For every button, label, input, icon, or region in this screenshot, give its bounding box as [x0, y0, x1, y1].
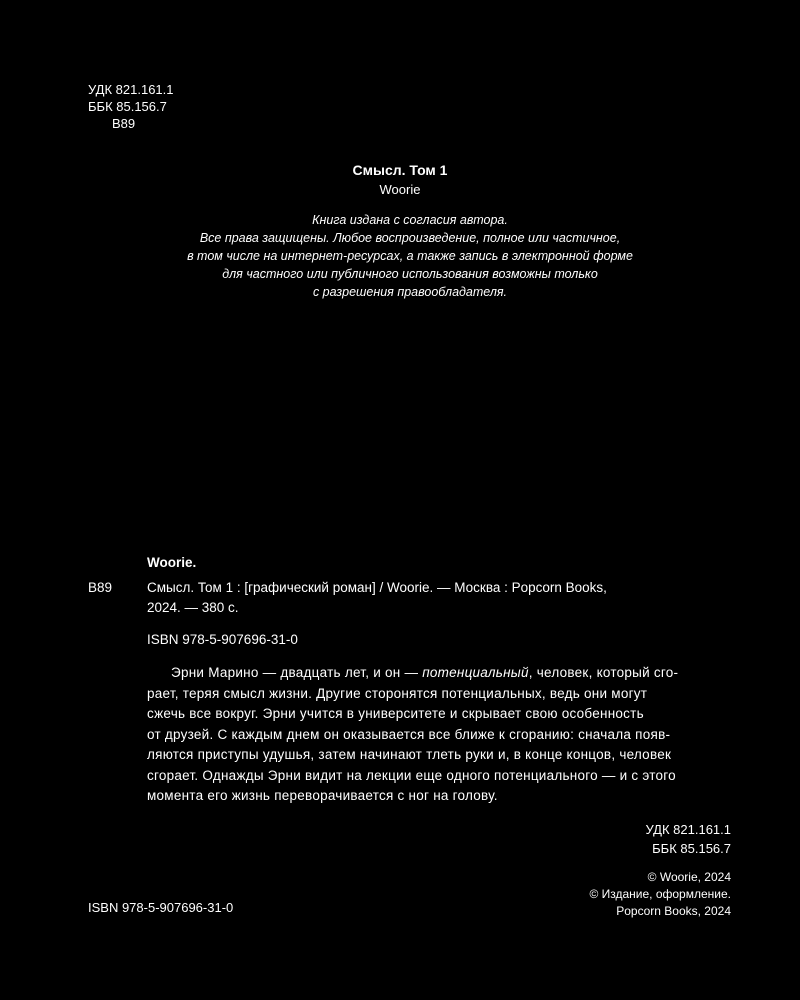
rights-line: Книга издана с согласия автора. — [312, 213, 508, 227]
annotation-line — [147, 663, 731, 684]
bibliography-line: Смысл. Том 1 : [графический роман] / Woorie. — Москва : Popcorn Books, — [147, 580, 607, 595]
bbk-code: ББК 85.156.7 — [88, 99, 167, 114]
annotation-line: момента его жизнь переворачивается с ног на голову. — [147, 788, 498, 803]
annotation-line: сгорает. Однажды Эрни видит на лекции еще одного потенциального — и с этого — [147, 767, 676, 783]
rights-line: в том числе на интернет-ресурсах, а также запись в электронной форме — [187, 249, 633, 263]
isbn-bottom: ISBN 978-5-907696-31-0 — [88, 900, 234, 915]
classification-block-top — [88, 81, 174, 132]
isbn-main: ISBN 978-5-907696-31-0 — [147, 632, 298, 647]
rights-notice — [0, 211, 800, 301]
annotation-line: сжечь все вокруг. Эрни учится в университете и скрывает свою особенность — [147, 706, 644, 721]
annotation-emphasis: потенциальный — [422, 665, 529, 680]
book-author: Woorie — [379, 182, 421, 197]
copyright-line: © Издание, оформление. — [589, 887, 731, 901]
book-title: Смысл. Том 1 — [352, 162, 448, 178]
rights-line: для частного или публичного использования возможны только — [222, 267, 598, 281]
copyright-block — [589, 869, 731, 920]
copyright-line: Popcorn Books, 2024 — [616, 904, 731, 918]
udk-code: УДК 821.161.1 — [88, 82, 174, 97]
title-block — [0, 161, 800, 199]
annotation-line: рает, теряя смысл жизни. Другие сторонятся потенциальных, ведь они могут — [147, 685, 648, 701]
annotation-line: от друзей. С каждым днем он оказывается все ближе к сгоранию: сначала появ- — [147, 726, 671, 742]
bbk-code: ББК 85.156.7 — [652, 841, 731, 856]
bibliography-description — [147, 578, 707, 618]
author-sign-code: В89 — [112, 116, 136, 131]
classification-block-right — [646, 820, 732, 858]
rights-line: Все права защищены. Любое воспроизведение, полное или частичное, — [199, 231, 621, 245]
copyright-line: © Woorie, 2024 — [647, 870, 731, 884]
annotation-text: , человек, который сго- — [528, 665, 679, 680]
bibliography-code: В89 — [88, 580, 113, 595]
rights-line: с разрешения правообладателя. — [312, 285, 508, 299]
bibliography-author-heading: Woorie. — [147, 555, 197, 570]
udk-code: УДК 821.161.1 — [645, 822, 731, 837]
annotation-text: Эрни Марино — двадцать лет, и он — — [171, 665, 423, 680]
bibliography-line: 2024. — 380 с. — [147, 600, 239, 615]
annotation — [147, 663, 731, 807]
annotation-line: ляются приступы удушья, затем начинают тлеть руки и, в конце концов, человек — [147, 747, 672, 762]
